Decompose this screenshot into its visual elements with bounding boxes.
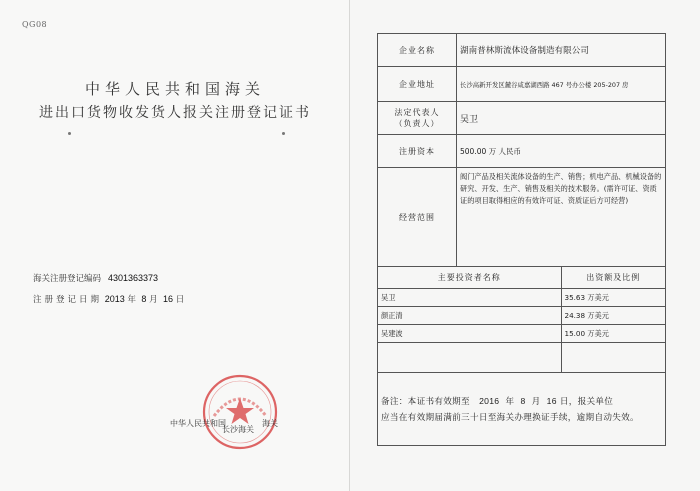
issuer-authority-right: 海关 bbox=[262, 419, 278, 428]
table-row bbox=[378, 135, 666, 168]
business-scope-text: 阀门产品及相关流体设备的生产、销售；机电产品、机械设备的研究、开发、生产、销售及相关的技术服务。(需许可证、资质证的项目取得相应的有效许可证、资质证后方可经营) bbox=[460, 172, 662, 205]
registration-date-day: 16 bbox=[163, 294, 174, 304]
company-name-value: 湖南普林斯流体设备制造有限公司 bbox=[457, 34, 666, 67]
validity-note bbox=[378, 373, 666, 446]
validity-note-day: 16 bbox=[546, 395, 557, 406]
table-row bbox=[378, 307, 666, 325]
registration-date-label: 注册登记日期 bbox=[33, 295, 103, 305]
investment-amount: 35.63 万美元 bbox=[561, 289, 666, 307]
investor-name: 吴建波 bbox=[378, 325, 562, 343]
table-row bbox=[378, 289, 666, 307]
validity-note-month-unit: 月 bbox=[531, 396, 541, 407]
validity-note-line2: 应当在有效期届满前三十日至海关办理换证手续，逾期自动失效。 bbox=[381, 412, 639, 423]
validity-note-month: 8 bbox=[520, 395, 526, 406]
validity-note-year: 2016 bbox=[479, 395, 500, 406]
registration-date-month-unit: 月 bbox=[149, 295, 158, 305]
company-address-label: 企业地址 bbox=[378, 67, 457, 102]
company-info-table bbox=[377, 33, 666, 446]
customs-seal-stamp-icon bbox=[200, 372, 280, 452]
investor-name: 颜正清 bbox=[378, 307, 562, 325]
certificate-title-line1: 中华人民共和国海关 bbox=[84, 80, 265, 98]
business-scope-cell bbox=[457, 168, 666, 267]
table-row bbox=[378, 373, 666, 446]
table-row bbox=[378, 34, 666, 67]
registration-code-label: 海关注册登记编码 bbox=[33, 274, 102, 284]
validity-note-year-unit: 年 bbox=[505, 396, 515, 407]
validity-note-suffix: 日，报关单位 bbox=[559, 396, 614, 407]
table-row bbox=[378, 102, 666, 135]
registered-capital-value: 500.00 万 人民币 bbox=[457, 135, 666, 168]
registration-date-row bbox=[33, 293, 184, 305]
company-address-value: 长沙高新开发区麓谷咸嘉湖西路 467 号办公楼 205-207 房 bbox=[457, 67, 666, 102]
table-row bbox=[378, 267, 666, 289]
table-row bbox=[378, 325, 666, 343]
company-name-label: 企业名称 bbox=[378, 34, 457, 67]
bullet-hole-mark bbox=[282, 132, 285, 135]
bullet-hole-mark bbox=[68, 132, 71, 135]
investment-amount-header: 出资额及比例 bbox=[561, 267, 666, 289]
investment-amount: 15.00 万美元 bbox=[561, 325, 666, 343]
legal-representative-label-line1: 法定代表人 bbox=[394, 108, 440, 117]
empty-investor-cell bbox=[378, 343, 562, 373]
registration-code-value: 4301363373 bbox=[108, 273, 159, 283]
legal-representative-label bbox=[378, 102, 457, 135]
registration-date-year: 2013 bbox=[104, 294, 125, 304]
table-row bbox=[378, 67, 666, 102]
business-scope-label: 经营范围 bbox=[378, 168, 457, 267]
investor-name: 吴卫 bbox=[378, 289, 562, 307]
investor-name-header: 主要投资者名称 bbox=[378, 267, 562, 289]
certificate-title-line2: 进出口货物收发货人报关注册登记证书 bbox=[39, 105, 311, 121]
investment-amount: 24.38 万美元 bbox=[561, 307, 666, 325]
validity-note-line1 bbox=[381, 393, 662, 410]
legal-representative-label-line2: （负责人） bbox=[394, 119, 440, 128]
registration-date-month: 8 bbox=[141, 294, 147, 304]
registration-date-year-unit: 年 bbox=[127, 295, 136, 305]
form-code: QG08 bbox=[22, 20, 48, 29]
issuer-authority-left: 中华人民共和国 bbox=[170, 419, 226, 428]
table-row bbox=[378, 168, 666, 267]
registered-capital-label: 注册资本 bbox=[378, 135, 457, 168]
legal-representative-value: 吴卫 bbox=[457, 102, 666, 135]
issuer-customs-office: 长沙海关 bbox=[222, 425, 254, 434]
validity-note-prefix: 备注：本证书有效期至 bbox=[381, 396, 470, 407]
registration-date-day-unit: 日 bbox=[175, 295, 185, 305]
table-row bbox=[378, 343, 666, 373]
empty-amount-cell bbox=[561, 343, 666, 373]
